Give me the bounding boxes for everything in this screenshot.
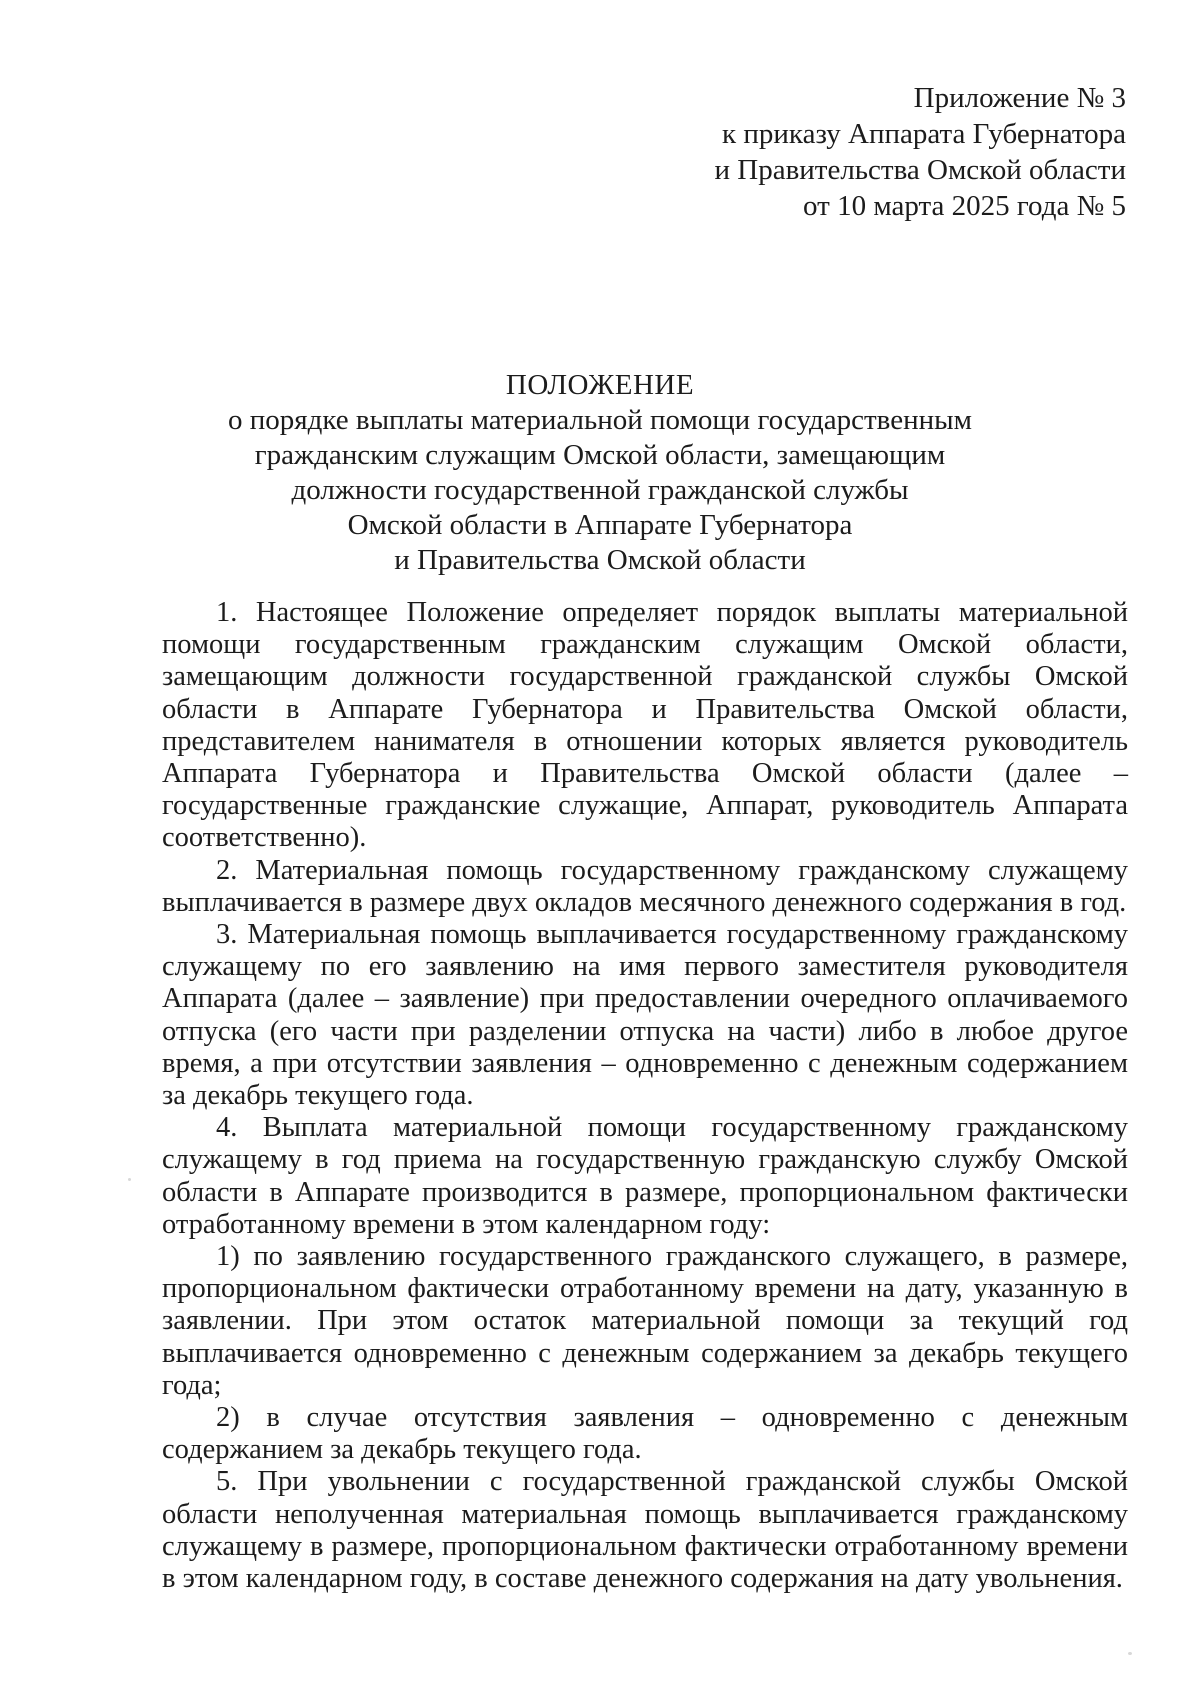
- paragraph-4-subitem-1: 1) по заявлению государственного гражданского служащего, в размере, пропорциональном фактически отработанному времени на дату, указанную в заявлении. При этом остаток материальной помощи за текущий год выплачивается одновременно с денежным содержанием за декабрь текущего года;: [162, 1241, 1128, 1401]
- annex-date-line: от 10 марта 2025 года № 5: [803, 190, 1126, 222]
- title-heading: ПОЛОЖЕНИЕ: [505, 369, 695, 401]
- paragraph-4: 4. Выплата материальной помощи государственному гражданскому служащему в год приема на государственную гражданскую службу Омской области в Аппарате производится в размере, пропорциональном фактически отработанному времени в этом календарном году:: [162, 1112, 1128, 1240]
- paragraph-3: 3. Материальная помощь выплачивается государственному гражданскому служащему по его заявлению на имя первого заместителя руководителя Аппарата (далее – заявление) при предоставлении очередного оплачиваемого отпуска (его части при разделении отпуска на части) либо в любое другое время, а при отсутствии заявления – одновременно с денежным содержанием за декабрь текущего года.: [162, 919, 1128, 1112]
- paragraph-1: 1. Настоящее Положение определяет порядок выплаты материальной помощи государственным гражданским служащим Омской области, замещающим должности государственной гражданской службы Омской области в Аппарате Губернатора и Правительства Омской области, представителем нанимателя в отношении которых является руководитель Аппарата Губернатора и Правительства Омской области (далее – государственные гражданские служащие, Аппарат, руководитель Аппарата соответственно).: [162, 597, 1128, 854]
- title-subtitle-line: о порядке выплаты материальной помощи государственным: [228, 404, 972, 436]
- annex-authority-line: и Правительства Омской области: [714, 154, 1126, 186]
- paragraph-4-subitem-2: 2) в случае отсутствия заявления – одновременно с денежным содержанием за декабрь текущего года.: [162, 1402, 1128, 1466]
- title-subtitle-line: и Правительства Омской области: [394, 544, 806, 576]
- paragraph-2: 2. Материальная помощь государственному гражданскому служащему выплачивается в размере двух окладов месячного денежного содержания в год.: [162, 854, 1128, 918]
- title-subtitle-line: Омской области в Аппарате Губернатора: [347, 509, 853, 541]
- document-body: [162, 597, 1128, 1595]
- scan-speck: [1128, 1652, 1132, 1655]
- annex-order-line: к приказу Аппарата Губернатора: [722, 118, 1126, 150]
- title-subtitle-line: гражданским служащим Омской области, замещающим: [254, 439, 946, 471]
- document-title: [0, 368, 1200, 578]
- annex-number: Приложение № 3: [913, 82, 1126, 114]
- annex-reference: [714, 80, 1126, 224]
- paragraph-5: 5. При увольнении с государственной гражданской службы Омской области неполученная материальная помощь выплачивается гражданскому служащему в размере, пропорциональном фактически отработанному времени в этом календарном году, в составе денежного содержания на дату увольнения.: [162, 1466, 1128, 1595]
- scan-speck: [128, 1178, 131, 1181]
- title-subtitle-line: должности государственной гражданской службы: [291, 474, 909, 506]
